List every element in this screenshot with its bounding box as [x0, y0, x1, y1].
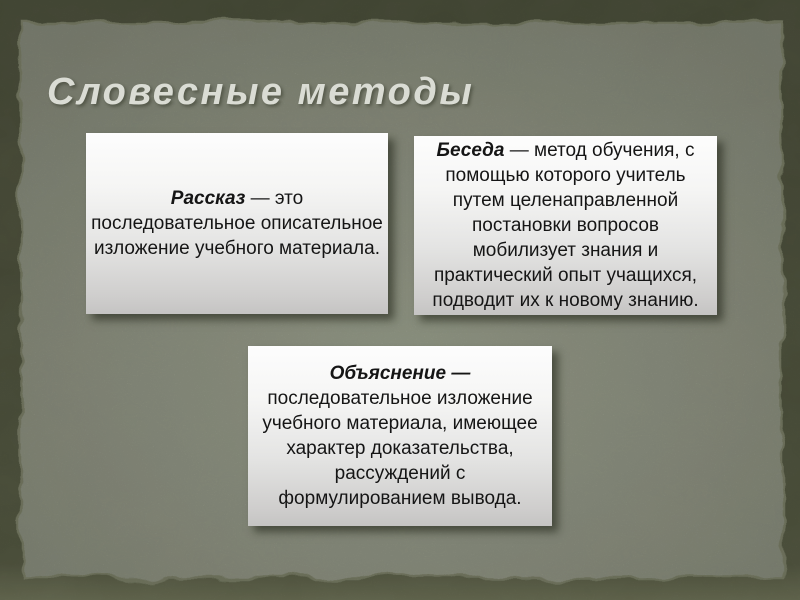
- method-definition-obyasnenie: последовательное изложение учебного материала, имеющее характер доказательства, рассуждений с формулированием вывода.: [262, 388, 538, 509]
- method-term-rasskaz: Рассказ: [170, 188, 246, 209]
- method-term-obyasnenie: Объяснение —: [329, 363, 471, 384]
- method-term-beseda: Беседа: [436, 140, 505, 161]
- method-box-rasskaz-text: [86, 184, 388, 263]
- slide-title: Словесные методы: [47, 71, 475, 113]
- method-box-beseda-text: [414, 136, 717, 315]
- method-box-obyasnenie-text: [248, 359, 552, 513]
- method-box-beseda: [414, 136, 717, 315]
- method-definition-beseda: — метод обучения, с помощью которого учитель путем целенаправленной постановки вопросов мобилизует знания и практический опыт учащихся, подводит их к новому знанию.: [432, 140, 699, 311]
- method-box-rasskaz: [86, 133, 388, 314]
- method-definition-rasskaz: — это последовательное описательное изложение учебного материала.: [91, 188, 383, 259]
- method-box-obyasnenie: [248, 346, 552, 526]
